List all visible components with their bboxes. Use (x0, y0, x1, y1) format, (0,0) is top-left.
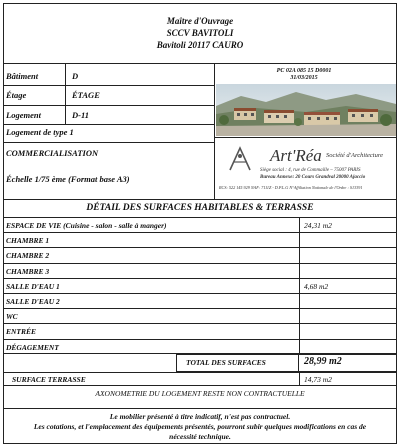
terrasse-value: 14,73 m2 (304, 375, 332, 384)
surface-row-label: SALLE D'EAU 1 (6, 281, 60, 291)
architect-address1: Siège social : 4, rue de Commaille – 75007 PARIS (260, 168, 361, 173)
note-line1: Le mobilier présenté à titre indicatif, n'est pas contractuel. (109, 412, 291, 421)
surface-row-label: CHAMBRE 3 (6, 266, 50, 276)
terrasse-label: SURFACE TERRASSE (12, 375, 86, 384)
surface-row-line (3, 278, 397, 279)
surface-row-label: DÉGAGEMENT (6, 342, 59, 352)
image-divider (214, 137, 397, 138)
note-line2: Les cotations, et l'emplacement des équipements présentés, pourront subir quelques modifications en cas de (33, 422, 367, 431)
total-label: TOTAL DES SURFACES (186, 358, 266, 367)
surface-row-label: WC (6, 312, 18, 322)
info-line-4 (3, 142, 214, 143)
commercialisation: COMMERCIALISATION (6, 148, 99, 158)
info-column-divider (214, 63, 215, 199)
logement-type: Logement de type 1 (6, 127, 74, 137)
info-line-1 (3, 85, 214, 86)
header-line2: SCCV BAVITOLI (166, 28, 234, 38)
surface-row-label: CHAMBRE 1 (6, 236, 50, 246)
info-line-2 (3, 105, 214, 106)
etage-label: Étage (6, 90, 27, 100)
architect-name: Art'Réa (270, 146, 322, 165)
surface-row-label: ESPACE DE VIE (Cuisine - salon - salle à manger) (6, 221, 167, 230)
notes-divider (3, 408, 397, 409)
etage-value: ÉTAGE (72, 90, 100, 100)
header-divider (3, 63, 397, 64)
surface-row-line (3, 263, 397, 264)
header-line1: Maître d'Ouvrage (166, 16, 234, 26)
surface-row-line (3, 232, 397, 233)
axonometrie-note: AXONOMETRIE DU LOGEMENT RESTE NON CONTRACTUELLE (95, 389, 305, 398)
permit-ref: PC 02A 085 15 D0001 (276, 68, 332, 74)
architect-address2: Bureau Annexe: 20 Cours Grandval 20000 Ajaccio (260, 175, 366, 180)
info-label-divider (65, 63, 66, 125)
batiment-value: D (72, 71, 79, 81)
surface-row-label: CHAMBRE 2 (6, 251, 50, 261)
surface-row-line (3, 339, 397, 340)
info-line-3 (3, 124, 214, 125)
note-line3: nécessité technique. (169, 432, 231, 441)
surfaces-table (3, 217, 397, 354)
surface-row-line (3, 293, 397, 294)
surface-row-label: SALLE D'EAU 2 (6, 297, 60, 306)
header-line3: Bavitoli 20117 CAURO (156, 40, 244, 50)
total-value: 28,99 m2 (304, 356, 342, 367)
surface-row-line (3, 308, 397, 309)
surfaces-value-divider (299, 217, 300, 354)
batiment-label: Bâtiment (6, 71, 39, 81)
surface-row-value: 24,31 m2 (304, 221, 332, 230)
logement-label: Logement (6, 110, 41, 120)
surface-row-line (3, 247, 397, 248)
surface-row-value: 4,68 m2 (304, 281, 329, 291)
architect-subtitle: Société d'Architecture (326, 152, 384, 159)
architect-footer: RCS: 522 145 929 NAF: 7111Z - D.P.L.G N°Affiliation Nationale de l'Ordre : S13391 (219, 185, 363, 190)
terrasse-divider (299, 372, 300, 386)
building-perspective-image (216, 84, 396, 136)
surfaces-title: DÉTAIL DES SURFACES HABITABLES & TERRASSE (86, 203, 314, 213)
architect-logo-icon (228, 146, 252, 172)
surface-row-line (3, 323, 397, 324)
echelle: Échelle 1/75 ème (Format base A3) (6, 174, 130, 184)
top-block-divider (3, 199, 397, 200)
surface-row-label: ENTRÉE (6, 327, 37, 337)
logement-value: D-11 (72, 110, 89, 120)
permit-date: 31/03/2015 (290, 75, 318, 81)
